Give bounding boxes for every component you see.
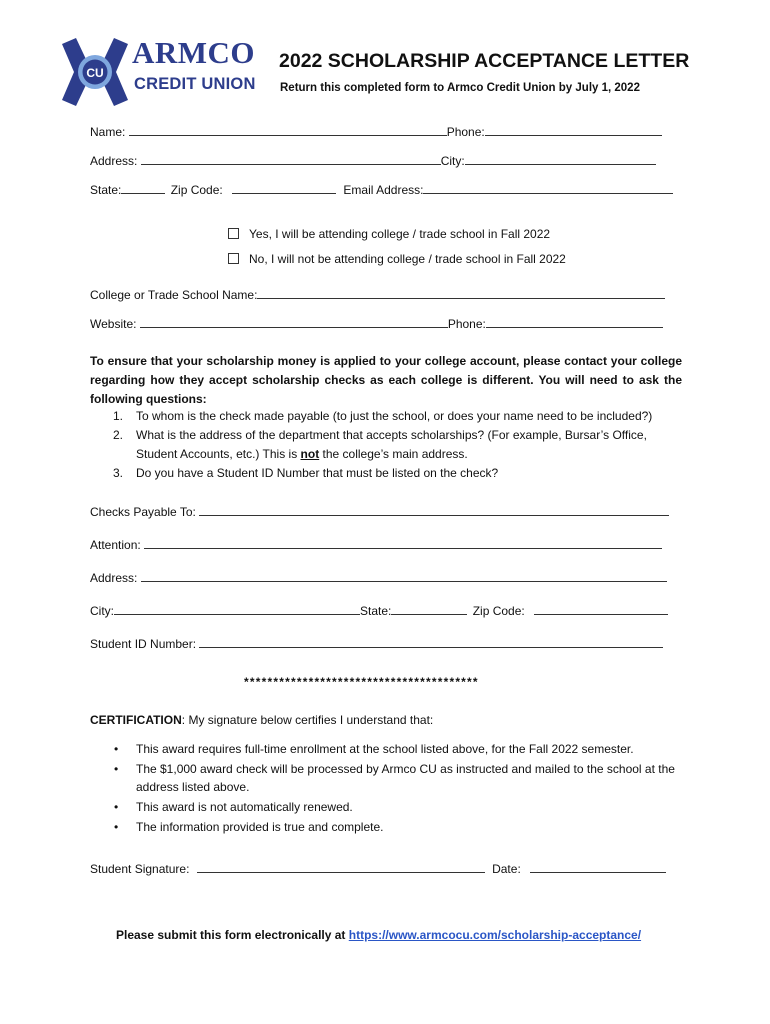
phone-field[interactable] (485, 124, 662, 136)
separator: **************************************** (244, 675, 479, 689)
phone2-field[interactable] (486, 316, 663, 328)
brand-subtitle: CREDIT UNION (134, 75, 256, 93)
address-field[interactable] (141, 153, 441, 165)
state-field[interactable] (121, 182, 165, 194)
college-row (90, 287, 665, 303)
certification-heading (90, 712, 433, 728)
no-checkbox[interactable] (228, 253, 239, 264)
college-field[interactable] (257, 287, 665, 299)
attendance-no-option[interactable] (228, 251, 566, 267)
state-label: State: (90, 183, 122, 197)
payable-label: Checks Payable To: (90, 505, 196, 519)
city-field[interactable] (465, 153, 656, 165)
email-label: Email Address: (343, 183, 424, 197)
submit-instructions (116, 928, 641, 942)
list-item: • This award requires full-time enrollment at the school listed above, for the Fall 2022 semester. (114, 742, 634, 756)
address-row (90, 153, 656, 169)
payable-field[interactable] (199, 504, 669, 516)
student-id-field[interactable] (199, 636, 663, 648)
college-label: College or Trade School Name: (90, 288, 258, 302)
attention-row (90, 537, 662, 553)
questions-list (90, 407, 690, 483)
check-zip-label: Zip Code: (472, 604, 525, 618)
payable-row (90, 504, 669, 520)
signature-row (90, 861, 666, 877)
state-row (90, 182, 673, 198)
certification-list (90, 740, 690, 838)
yes-checkbox[interactable] (228, 228, 239, 239)
phone-label: Phone: (446, 125, 485, 139)
check-address-label: Address: (90, 571, 138, 585)
no-label: No, I will not be attending college / trade school in Fall 2022 (249, 252, 566, 266)
check-zip-field[interactable] (534, 603, 668, 615)
submit-link[interactable]: https://www.armcocu.com/scholarship-acceptance/ (348, 928, 642, 942)
website-field[interactable] (140, 316, 448, 328)
yes-label: Yes, I will be attending college / trade school in Fall 2022 (249, 227, 551, 241)
check-city-label: City: (90, 604, 114, 618)
check-state-field[interactable] (391, 603, 467, 615)
list-item: • The $1,000 award check will be processed by Armco CU as instructed and mailed to the school at the address listed above. (114, 762, 675, 794)
email-field[interactable] (423, 182, 673, 194)
attention-field[interactable] (144, 537, 662, 549)
certification-text: : My signature below certifies I understand that: (181, 713, 434, 727)
city-label: City: (440, 154, 465, 168)
website-row (90, 316, 663, 332)
logo-mark-text: CU (86, 66, 104, 80)
page-subtitle: Return this completed form to Armco Credit Union by July 1, 2022 (280, 82, 640, 94)
armco-logo (58, 36, 258, 108)
certification-label: CERTIFICATION (90, 713, 182, 727)
name-label: Name: (90, 125, 126, 139)
check-address-field[interactable] (141, 570, 667, 582)
list-item: • This award is not automatically renewed. (114, 800, 353, 814)
check-state-label: State: (360, 604, 392, 618)
check-city-field[interactable] (114, 603, 360, 615)
attendance-yes-option[interactable] (228, 226, 550, 242)
address-label: Address: (90, 154, 138, 168)
student-id-label: Student ID Number: (90, 637, 197, 651)
website-label: Website: (90, 317, 137, 331)
question-item: 1. To whom is the check made payable (to just the school, or does your name need to be included?) (113, 409, 653, 423)
page-title: 2022 SCHOLARSHIP ACCEPTANCE LETTER (279, 50, 690, 72)
name-field[interactable] (129, 124, 447, 136)
question-item: 3. Do you have a Student ID Number that must be listed on the check? (113, 466, 499, 480)
check-address-row (90, 570, 667, 586)
zip-field[interactable] (232, 182, 336, 194)
signature-field[interactable] (197, 861, 485, 873)
question-item: 2. What is the address of the department that accepts scholarships? (For example, Bursar’s Office, Student Accounts, etc.) This is not the college’s main address. (113, 428, 647, 461)
student-id-row (90, 636, 663, 652)
logo-mark-icon (58, 36, 132, 108)
brand-name: ARMCO (132, 35, 256, 70)
name-row (90, 124, 662, 140)
attention-label: Attention: (90, 538, 141, 552)
phone2-label: Phone: (447, 317, 486, 331)
date-field[interactable] (530, 861, 666, 873)
zip-label: Zip Code: (170, 183, 223, 197)
submit-text: Please submit this form electronically at (116, 928, 349, 942)
check-city-row (90, 603, 668, 619)
instructions-intro: To ensure that your scholarship money is applied to your college account, please contact your college regarding how they accept scholarship checks as each college is different. You will need to ask the following questions: (90, 354, 682, 406)
signature-label: Student Signature: (90, 862, 190, 876)
list-item: • The information provided is true and complete. (114, 820, 384, 834)
date-label: Date: (492, 862, 521, 876)
